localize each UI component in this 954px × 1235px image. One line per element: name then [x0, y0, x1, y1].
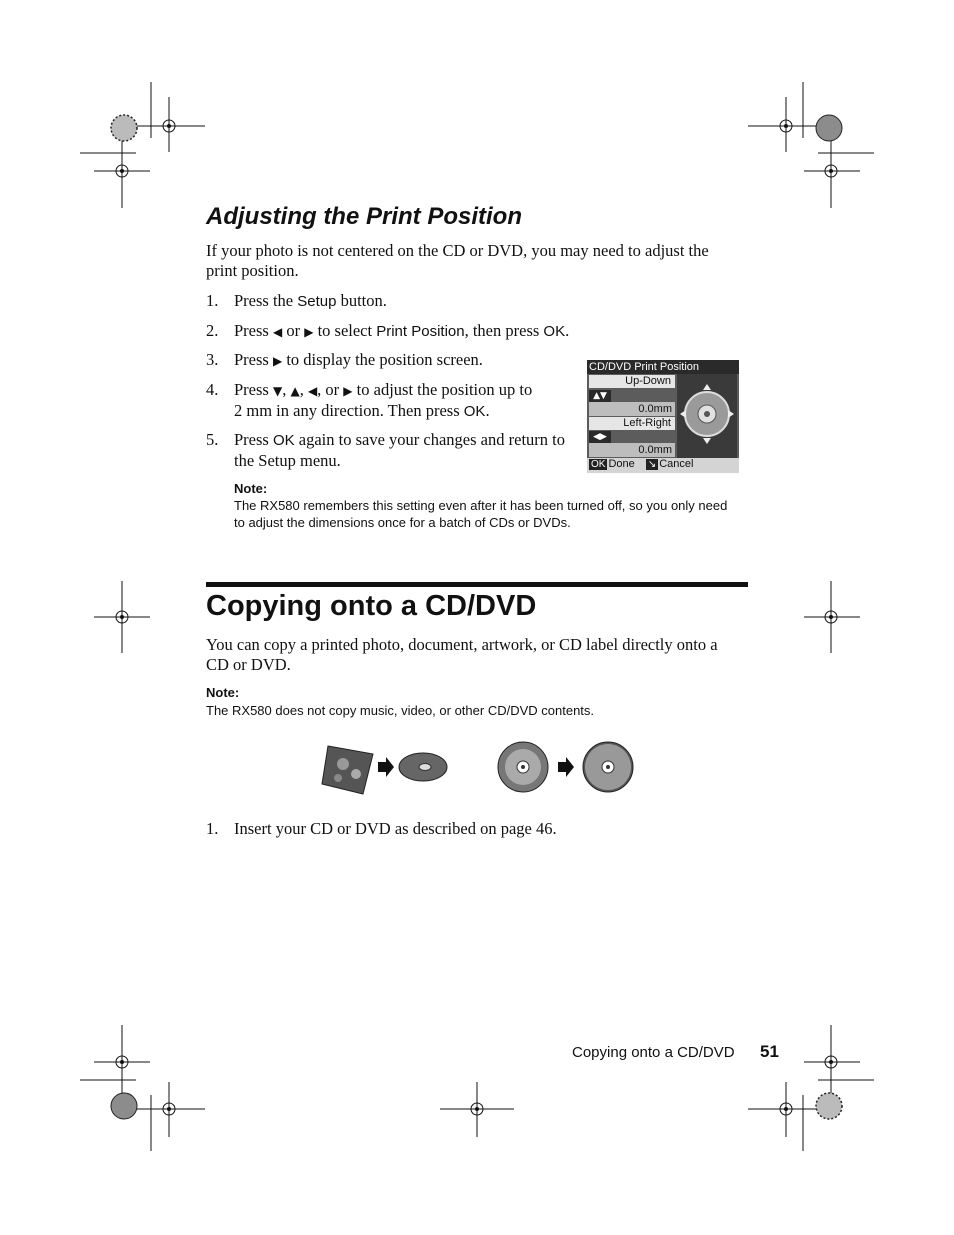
step-number: 1.: [206, 819, 219, 838]
step-2-text: [234, 321, 569, 342]
step-number: 1.: [206, 291, 219, 310]
step-text: Press the: [234, 291, 298, 310]
step-text: button.: [336, 291, 387, 310]
print-position-label: Print Position: [376, 323, 465, 340]
ok-key-icon: OK: [591, 459, 606, 470]
leftright-value: 0.0mm: [589, 443, 675, 457]
footer-section-title: Copying onto a CD/DVD: [572, 1044, 735, 1061]
copy-illustration: [318, 740, 638, 800]
step-number: 3.: [206, 350, 219, 369]
arrow-icon: [558, 757, 574, 777]
step-number: 4.: [206, 380, 219, 399]
updown-arrows-icon: ▲▼: [589, 390, 611, 402]
step-text: , then press: [464, 321, 544, 340]
ok-button-label: OK: [272, 432, 295, 449]
intro-paragraph: If your photo is not centered on the CD or DVD, you may need to adjust the print position.: [206, 241, 709, 280]
done-label: Done: [608, 458, 635, 470]
step-5-line-2: [234, 451, 579, 471]
lcd-footer: [587, 458, 739, 473]
section-heading-print-position: Adjusting the Print Position: [206, 203, 522, 230]
down-arrow-icon: ▼: [272, 384, 283, 398]
step-4-line-1: [234, 380, 574, 401]
cancel-label: Cancel: [659, 458, 694, 470]
printed-disc-icon: [583, 742, 633, 792]
step-number: 5.: [206, 430, 219, 449]
step-1-text: [234, 291, 387, 312]
arrow-icon: [378, 757, 394, 777]
setup-button-label: Setup: [297, 293, 337, 310]
step-5-text: [234, 430, 579, 471]
leftright-arrows-icon: ◀▶: [589, 431, 611, 443]
step-text: Press: [234, 430, 273, 449]
step-4-text: [234, 380, 574, 422]
photo-icon: [322, 746, 373, 794]
ok-button-label: OK: [463, 403, 486, 420]
note-text: The RX580 remembers this setting even after it has been turned off, so you only need to adjust the dimensions once for a batch of CDs or DVDs.: [234, 498, 728, 530]
right-arrow-icon: ▶: [272, 354, 283, 368]
note-text: The RX580 does not copy music, video, or other CD/DVD contents.: [206, 703, 595, 718]
cd-label-icon: [498, 742, 548, 792]
step-text: Press: [234, 350, 273, 369]
leftright-label: Left-Right: [589, 417, 675, 430]
step-text: .: [485, 401, 490, 420]
section-heading-copying: Copying onto a CD/DVD: [206, 590, 537, 622]
step-text: Press: [234, 321, 273, 340]
step-text: ,: [299, 380, 308, 399]
step-text: ,: [282, 380, 291, 399]
step-text: the Setup menu.: [234, 451, 341, 470]
step-text: , or: [317, 380, 344, 399]
step-text: to adjust the position up to: [352, 380, 533, 399]
lcd-print-position-screen: [587, 360, 739, 473]
cd-position-graphic: [677, 374, 737, 458]
step-text: again to save your changes and return to: [294, 430, 565, 449]
updown-label: Up-Down: [589, 375, 675, 388]
back-key-icon: ↘: [647, 459, 657, 470]
step-text: Insert your CD or DVD as described on page 46.: [234, 819, 557, 838]
page-number: 51: [760, 1042, 779, 1061]
right-arrow-icon: ▶: [343, 384, 353, 398]
step-3-text: [234, 350, 483, 371]
note-label: Note:: [206, 685, 240, 700]
up-arrow-icon: ▲: [290, 384, 300, 398]
step-text: 2 mm in any direction. Then press: [234, 401, 464, 420]
disc-icon: [399, 753, 447, 781]
left-arrow-icon: ◀: [307, 384, 318, 398]
note-label: Note:: [234, 481, 268, 496]
step-text: to display the position screen.: [282, 350, 483, 369]
step-5-line-1: [234, 430, 579, 451]
lcd-title: CD/DVD Print Position: [587, 360, 739, 374]
intro-paragraph: You can copy a printed photo, document, artwork, or CD label directly onto a CD or DVD.: [206, 635, 718, 674]
ok-button-label: OK: [543, 323, 566, 340]
step-4-line-2: [234, 401, 574, 422]
updown-value: 0.0mm: [589, 402, 675, 416]
right-arrow-icon: ▶: [304, 325, 314, 339]
step-text: to select: [313, 321, 377, 340]
step-number: 2.: [206, 321, 219, 340]
left-arrow-icon: ◀: [272, 325, 283, 339]
step-text: Press: [234, 380, 273, 399]
step-text: or: [282, 321, 305, 340]
step-text: .: [565, 321, 570, 340]
section-rule: [206, 582, 748, 587]
